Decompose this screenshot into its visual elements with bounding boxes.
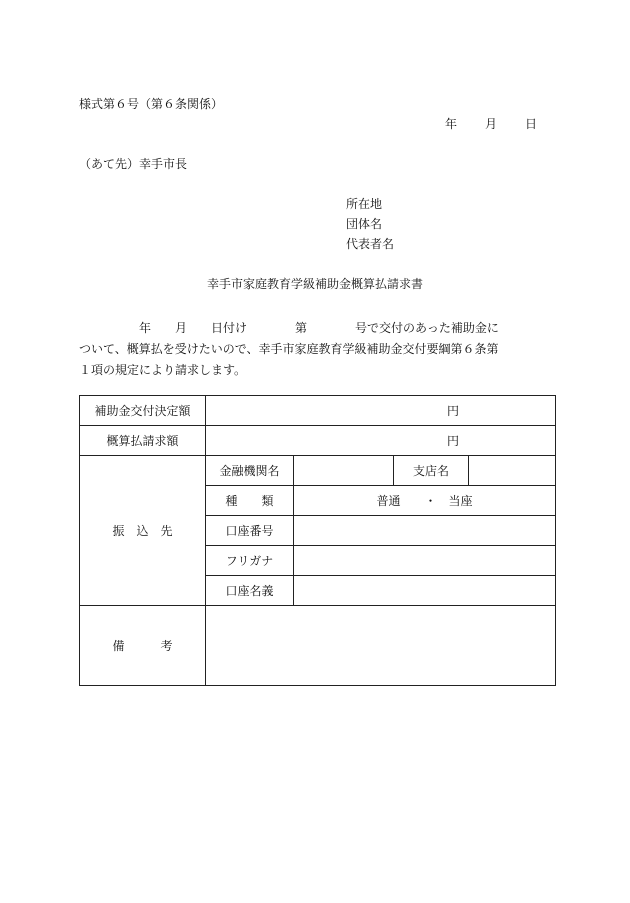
body-line: 年 月 日付け 第 号で交付のあった補助金に <box>79 321 499 335</box>
bank-name-label: 金融機関名 <box>206 456 294 486</box>
request-table <box>79 395 556 686</box>
body-line: ついて、概算払を受けたいので、幸手市家庭教育学級補助金交付要綱第６条第 <box>79 342 499 356</box>
addressee: （あて先）幸手市長 <box>79 157 188 171</box>
sender-organization-label: 団体名 <box>346 217 383 231</box>
grant-decision-label: 補助金交付決定額 <box>80 396 206 426</box>
sender-representative-label: 代表者名 <box>346 237 395 251</box>
table-row <box>80 396 556 426</box>
transfer-destination-label: 振 込 先 <box>80 456 206 606</box>
account-number-label: 口座番号 <box>206 516 294 546</box>
grant-decision-amount-field[interactable] <box>206 396 556 426</box>
form-number: 様式第６号（第６条関係） <box>79 97 224 111</box>
remarks-label: 備 考 <box>80 606 206 686</box>
request-body <box>79 318 499 381</box>
date-month-label: 月 <box>485 117 498 131</box>
furigana-field[interactable] <box>294 546 556 576</box>
table-row <box>80 426 556 456</box>
remarks-field[interactable] <box>206 606 556 686</box>
document-title: 幸手市家庭教育学級補助金概算払請求書 <box>206 277 423 291</box>
advance-request-amount-field[interactable] <box>206 426 556 456</box>
grant-decision-unit: 円 <box>447 404 460 418</box>
date-line <box>445 118 537 130</box>
furigana-label: フリガナ <box>206 546 294 576</box>
account-number-field[interactable] <box>294 516 556 546</box>
bank-name-field[interactable] <box>294 456 394 486</box>
branch-label: 支店名 <box>394 456 469 486</box>
advance-request-unit: 円 <box>447 434 460 448</box>
date-year-label: 年 <box>445 117 458 131</box>
advance-request-label: 概算払請求額 <box>80 426 206 456</box>
date-day-label: 日 <box>525 117 538 131</box>
table-row <box>80 456 556 486</box>
account-holder-field[interactable] <box>294 576 556 606</box>
account-type-label: 種 類 <box>206 486 294 516</box>
table-row <box>80 606 556 686</box>
branch-field[interactable] <box>469 456 556 486</box>
body-line: １項の規定により請求します。 <box>79 363 247 377</box>
account-type-options[interactable]: 普通 ・ 当座 <box>294 486 556 516</box>
sender-location-label: 所在地 <box>346 197 383 211</box>
account-holder-label: 口座名義 <box>206 576 294 606</box>
